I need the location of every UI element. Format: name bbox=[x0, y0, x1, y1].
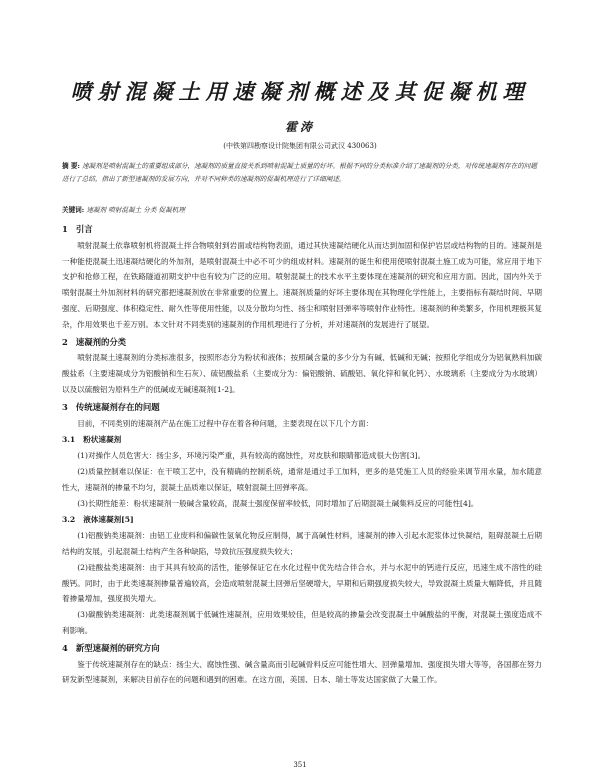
keywords bbox=[62, 204, 542, 214]
section-heading bbox=[62, 222, 542, 238]
abstract-text: 速凝剂是喷射混凝土的重要组成部分，速凝剂的质量直接关系到喷射混凝土质量的好坏。根据不同的分类标准介绍了速凝剂的分类，对传统速凝剂存在的问题进行了总结，指出了新型速凝剂的发展方向，并对不同种类的速凝剂的促凝机理进行了详细阐述。 bbox=[62, 162, 537, 183]
section-heading bbox=[62, 641, 542, 657]
paragraph: 喷射混凝土依靠喷射机将混凝土拌合物喷射到岩面或结构物表面，通过其快速凝结硬化从而达到加固和保护岩层或结构物的目的。速凝剂是一种能使混凝土迅速凝结硬化的外加剂，是喷射混凝土中必不可少的组成材料。速凝剂的诞生和使用使喷射混凝土施工成为可能，常应用于地下支护和抢修工程，在铁路隧道初期支护中也有较为广泛的应用。喷射混凝土的技术水平主要体现在速凝剂的研究和应用方面。因此，国内外关于喷射混凝土外加剂材料的研究都把速凝剂放在非常重要的位置上。速凝剂质量的好坏主要体现在其物理化学性能上，主要指标有凝结时间、早期强度、后期强度、体积稳定性、耐久性等使用性能，以及分散均匀性、扬尘和喷射回弹率等喷射作业特性。速凝剂的种类繁多，作用机理极其复杂，作用效果也千差万别。本文针对不同类别的速凝剂的作用机理进行了分析，并对速凝剂的发展进行了展望。 bbox=[62, 240, 542, 329]
section-title: 速凝剂的分类 bbox=[75, 336, 127, 347]
section-heading bbox=[62, 400, 542, 416]
paper-title: 喷射混凝土用速凝剂概述及其促凝机理 bbox=[70, 79, 530, 104]
subsection-title: 粉状速凝剂 bbox=[83, 435, 122, 445]
subsection-number: 3.2 bbox=[62, 515, 76, 525]
section-number: 3 bbox=[62, 401, 68, 412]
keywords-label: 关键词: bbox=[62, 206, 85, 214]
subsection-title: 液体速凝剂[5] bbox=[83, 515, 134, 525]
section-heading bbox=[62, 335, 542, 351]
paragraph: 鉴于传统速凝剂存在的缺点：扬尘大、腐蚀性强、碱含量高而引起碱骨料反应可能性增大、回弹量增加、强度损失增大等等，各国都在努力研发新型速凝剂，来解决目前存在的问题和遇到的困难。在这方面，美国、日本、瑞士等发达国家做了大量工作。 bbox=[62, 659, 542, 685]
paper-author: 霍涛 bbox=[284, 120, 315, 134]
subsection-heading bbox=[62, 432, 542, 448]
paragraph: 喷射混凝土速凝剂的分类标准很多，按照形态分为粉状和液体；按照碱含量的多少分为有碱、低碱和无碱；按照化学组成分为铝氧熟料加碳酸盐系（主要速凝成分为铝酸钠和生石灰）、硫铝酸盐系（主要成分为：偏铝酸钠、硫酸铝、氧化锌和氧化钙）、水玻璃系（主要成分为水玻璃）以及以硫酸铝为原料生产的低碱或无碱速凝剂[1-2]。 bbox=[62, 353, 542, 394]
section-number: 4 bbox=[62, 642, 68, 653]
paragraph: (1)对操作人员危害大：扬尘多，环境污染严重，具有较高的腐蚀性，对皮肤和眼睛都造成很大伤害[3]。 bbox=[77, 451, 426, 461]
abstract bbox=[62, 160, 542, 186]
keywords-text: 速凝剂 喷射混凝土 分类 促凝机理 bbox=[86, 206, 185, 214]
section-title: 传统速凝剂存在的问题 bbox=[75, 401, 160, 412]
page-number: 351 bbox=[293, 761, 307, 769]
paragraph: (3)长期性能差：粉状速凝剂一般碱含量较高，混凝土强度保留率较低，同时增加了后期混凝土碱集料反应的可能性[4]。 bbox=[77, 498, 479, 508]
section-title: 引言 bbox=[75, 224, 93, 234]
section-number: 1 bbox=[62, 224, 68, 234]
paper-body bbox=[62, 220, 542, 688]
subsection-heading bbox=[62, 512, 542, 528]
paragraph: (1)铝酸钠类速凝剂：由铝工业废料和偏碳性氢氧化物反应制得，属于高碱性材料，速凝剂的掺入引起水泥浆体过快凝结，阻碍混凝土后期结构的发展，引起混凝土结构产生各种缺陷，导致抗压强度损失较大； bbox=[62, 531, 542, 556]
paragraph: (2)硅酸盐类速凝剂：由于其具有较高的活性，能够保证它在水化过程中优先结合伴合水，并与水泥中的钙进行反应，迅速生成不溶性的硅酸钙。同时，由于此类速凝剂掺量普遍较高，会造成喷射混凝土回弹后坚硬增大，早期和后期强度损失较大，导致混凝土质量大幅降低，并且随着掺量增加，强度损失增大。 bbox=[62, 562, 542, 604]
section-number: 2 bbox=[62, 336, 68, 347]
paper-affiliation: (中铁第四勘察设计院集团有限公司武汉 430063) bbox=[223, 142, 377, 150]
section-title: 新型速凝剂的研究方向 bbox=[75, 642, 160, 653]
paragraph: (2)质量控制难以保证：在干喷工艺中，没有精确的控制系统，通常是通过手工加料，更多的是凭施工人员的经验来调节用水量，加水随意性大，速凝剂的掺量不均匀，混凝土品质难以保证，喷射混凝土回弹率高。 bbox=[62, 466, 542, 492]
subsection-number: 3.1 bbox=[62, 435, 76, 445]
abstract-label: 摘 要: bbox=[62, 162, 80, 170]
paragraph: (3)碳酸钠类速凝剂：此类速凝剂属于低碱性速凝剂，应用效果较佳，但是较高的掺量会改变混凝土中碱酸盐的平衡，对混凝土强度造成不利影响。 bbox=[62, 610, 542, 635]
paragraph: 目前，不同类别的速凝剂产品在施工过程中存在着各种问题，主要表现在以下几个方面： bbox=[77, 418, 374, 428]
